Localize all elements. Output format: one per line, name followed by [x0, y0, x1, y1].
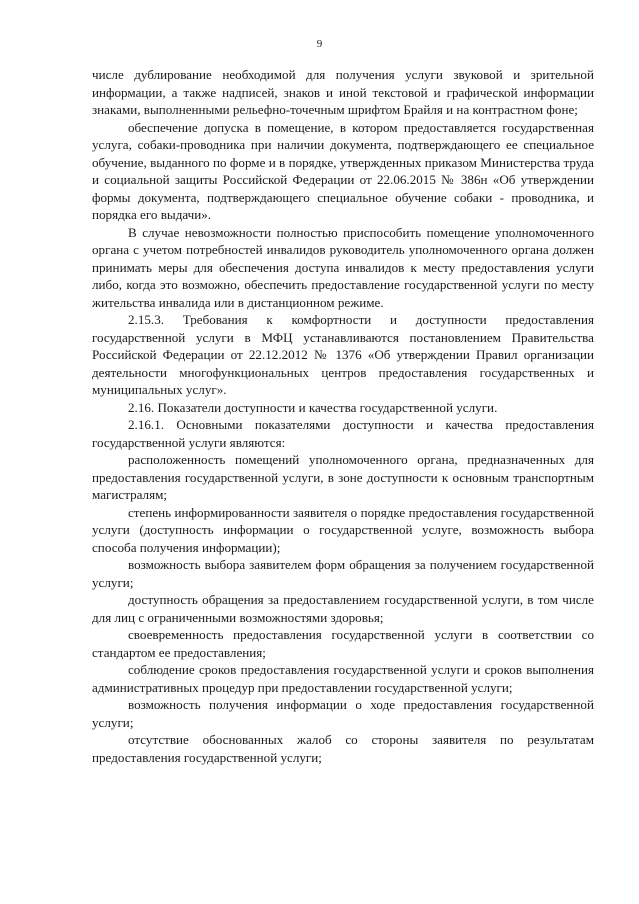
paragraph-impossibility-measures: В случае невозможности полностью приспособить помещение уполномоченного органа с учетом потребностей инвалидов руководитель уполномоченного органа должен принимать меры для обеспечения доступа инвалидов к месту предоставления услуги либо, когда это возможно, обеспечить предоставление государственной услуги по месту жительства инвалида или в дистанционном режиме. [92, 224, 594, 310]
page-number: 9 [316, 38, 323, 50]
list-item-deadlines: соблюдение сроков предоставления государственной услуги и сроков выполнения административных процедур при предоставлении государственной услуги; [92, 662, 594, 695]
paragraph-2-16-1: 2.16.1. Основными показателями доступности и качества предоставления государственной услуги являются: [92, 417, 594, 450]
document-body [92, 66, 594, 766]
paragraph-2-15-3: 2.15.3. Требования к комфортности и доступности предоставления государственной услуги в МФЦ устанавливаются постановлением Правительства Российской Федерации от 22.12.2012 № 1376 «Об утверждении Правил организации деятельности многофункциональных центров предоставления государственных и муниципальных услуг». [92, 312, 594, 397]
list-item-awareness: степень информированности заявителя о порядке предоставления государственной услуги (доступность информации о государственной услуге, возможность выбора способа получения информации); [92, 504, 594, 555]
paragraph-guide-dog-access: обеспечение допуска в помещение, в котором предоставляется государственная услуга, собаки-проводника при наличии документа, подтверждающего ее специальное обучение, выданного по форме и в порядке, утвержденных приказом Министерства труда и социальной защиты Российской Федерации от 22.06.2015 № 386н «Об утверждении формы документа, подтверждающего специальное обучение собаки - проводника, и порядка его выдачи». [92, 119, 594, 222]
list-item-accessibility: доступность обращения за предоставлением государственной услуги, в том числе для лиц с ограниченными возможностями здоровья; [92, 592, 594, 625]
paragraph-continuation: числе дублирование необходимой для получения услуги звуковой и зрительной информации, а также надписей, знаков и иной текстовой и графической информации знаками, выполненными рельефно-точечным шрифтом Брайля и на контрастном фоне; [92, 67, 594, 117]
list-item-no-complaints: отсутствие обоснованных жалоб со стороны заявителя по результатам предоставления государственной услуги; [92, 732, 594, 765]
list-item-form-choice: возможность выбора заявителем форм обращения за получением государственной услуги; [92, 557, 594, 590]
list-item-timeliness: своевременность предоставления государственной услуги в соответствии со стандартом ее предоставления; [92, 627, 594, 660]
paragraph-2-16-heading: 2.16. Показатели доступности и качества государственной услуги. [128, 399, 498, 415]
list-item-progress-info: возможность получения информации о ходе предоставления государственной услуги; [92, 697, 594, 730]
list-item-location: расположенность помещений уполномоченного органа, предназначенных для предоставления государственной услуги, в зоне доступности к основным транспортным магистралям; [92, 452, 594, 502]
